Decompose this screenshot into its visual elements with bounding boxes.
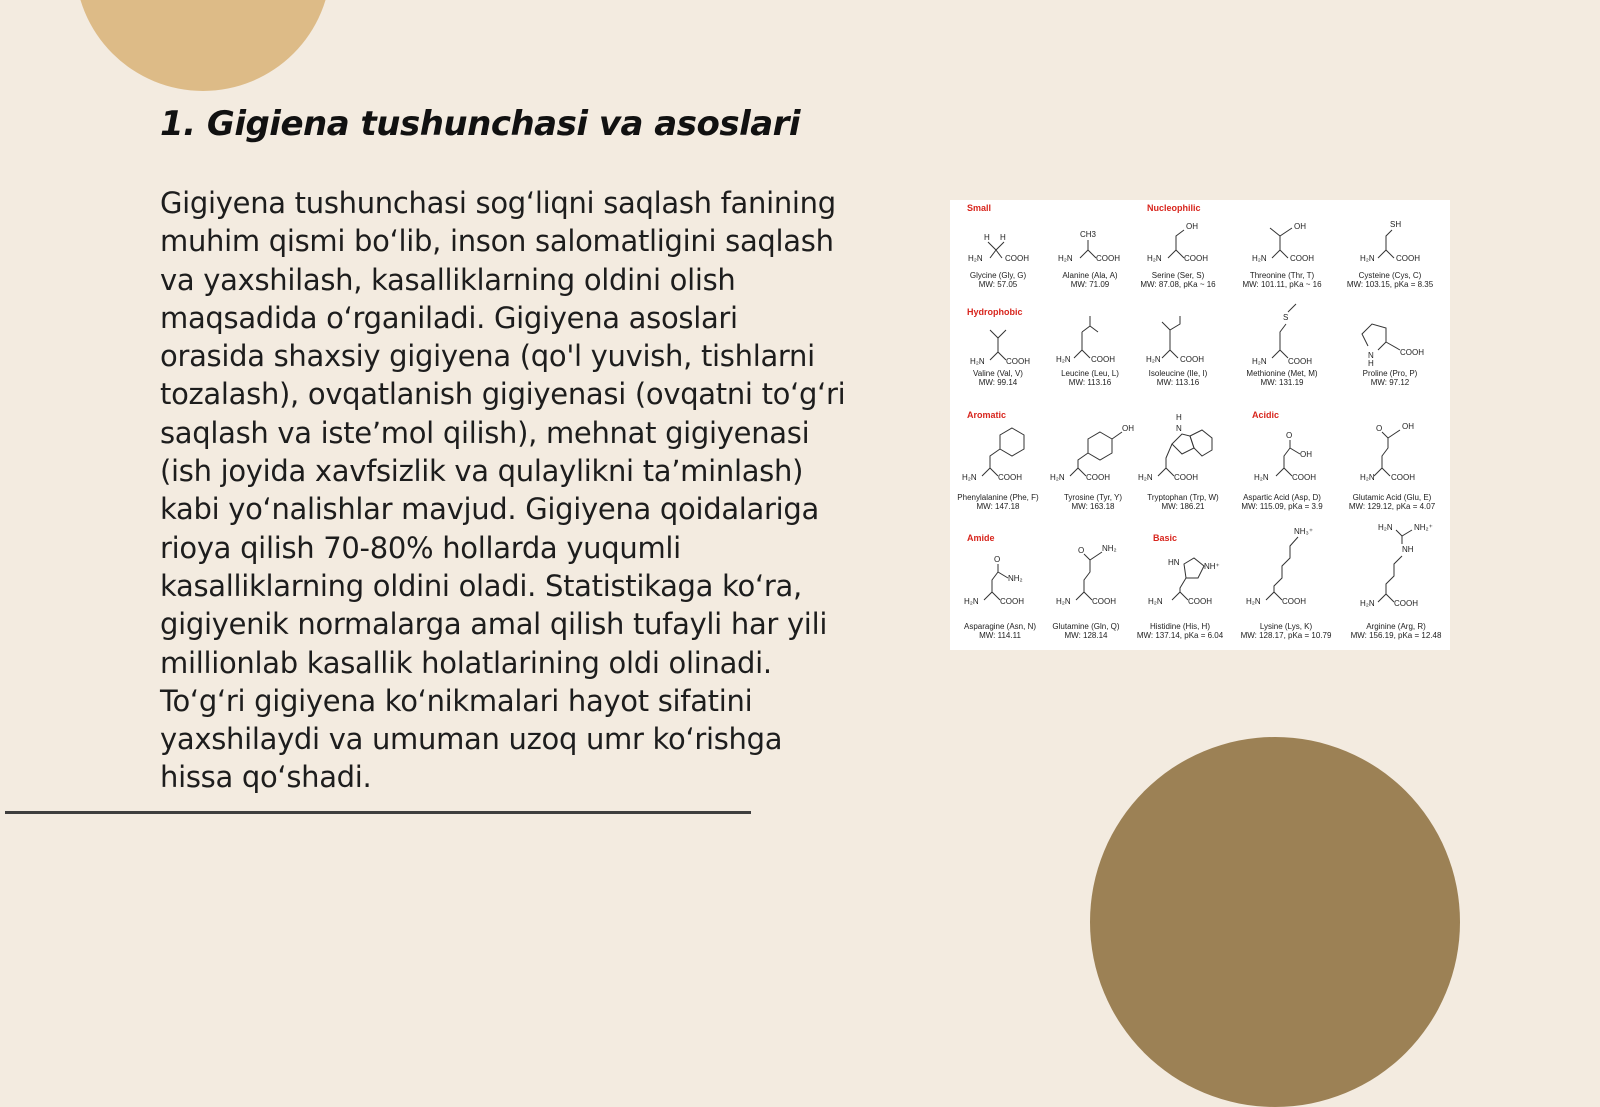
svg-text:H₂N: H₂N [964, 597, 979, 606]
valine-structure [970, 330, 1030, 366]
svg-text:H₂N: H₂N [1138, 473, 1153, 482]
cysteine-structure [1360, 220, 1420, 263]
svg-text:COOH: COOH [1394, 599, 1418, 608]
alanine-structure [1058, 230, 1120, 263]
aa-mw-11: MW: 147.18 [976, 502, 1020, 511]
tryptophan-structure [1138, 413, 1212, 482]
aa-name-10: Proline (Pro, P) [1362, 369, 1418, 378]
svg-text:O: O [1286, 431, 1293, 440]
category-aromatic: Aromatic [967, 410, 1007, 420]
slide-title: 1. Gigiena tushunchasi va asoslari [160, 104, 801, 144]
aa-name-9: Methionine (Met, M) [1246, 369, 1318, 378]
svg-text:COOH: COOH [1000, 597, 1024, 606]
svg-text:NH₂: NH₂ [1102, 544, 1117, 553]
category-hydrophobic: Hydrophobic [967, 307, 1023, 317]
svg-text:NH₂⁺: NH₂⁺ [1414, 523, 1433, 532]
svg-text:COOH: COOH [1184, 254, 1208, 263]
svg-text:H₂N: H₂N [1360, 473, 1375, 482]
svg-text:COOH: COOH [1188, 597, 1212, 606]
lysine-structure [1246, 527, 1313, 606]
svg-text:OH: OH [1186, 222, 1198, 231]
threonine-structure [1252, 222, 1314, 263]
aa-name-19: Lysine (Lys, K) [1259, 622, 1313, 631]
aa-name-15: Glutamic Acid (Glu, E) [1352, 493, 1432, 502]
svg-text:H₂N: H₂N [1058, 254, 1073, 263]
aa-mw-10: MW: 97.12 [1370, 378, 1410, 387]
asparagine-structure [964, 555, 1024, 606]
svg-text:OH: OH [1294, 222, 1306, 231]
aa-mw-12: MW: 163.18 [1071, 502, 1115, 511]
aa-mw-1: MW: 57.05 [978, 280, 1018, 289]
svg-text:H₂N: H₂N [970, 357, 985, 366]
slide-body-text: Gigiyena tushunchasi sog‘liqni saqlash fanining muhim qismi bo‘lib, inson salomatligini saqlash va yaxshilash, kasalliklarning oldini olish maqsadida o‘rganiladi. Gigiyena asoslari orasida shaxsiy gigiyena (qo'l yuvish, tishlarni tozalash), ovqatlanish gigiyenasi (ovqatni to‘g‘ri saqlash va iste’mol qilish), mehnat gigiyenasi (ish joyida xavfsizlik va qulaylikni ta’minlash) kabi yo‘nalishlar mavjud. Gigiyena qoidalariga rioya qilish 70-80% hollarda yuqumli kasalliklarning oldini oladi. Statistikaga ko‘ra, gigiyenik normalarga amal qilish tufayli har yili millionlab kasallik holatlarining oldi olinadi. To‘g‘ri gigiyena ko‘nikmalari hayot sifatini yaxshilaydi va umuman uzoq umr ko‘rishga hissa qo‘shadi. [160, 186, 846, 795]
aa-mw-3: MW: 87.08, pKa ~ 16 [1140, 280, 1216, 289]
aa-mw-6: MW: 99.14 [978, 378, 1018, 387]
aa-name-5: Cysteine (Cys, C) [1358, 271, 1422, 280]
aa-mw-19: MW: 128.17, pKa = 10.79 [1240, 631, 1332, 640]
decorative-divider-line [5, 811, 751, 814]
svg-text:H: H [1000, 233, 1006, 242]
aa-name-14: Aspartic Acid (Asp, D) [1243, 493, 1321, 502]
leucine-structure [1056, 316, 1115, 364]
svg-text:COOH: COOH [1180, 355, 1204, 364]
glutamine-structure [1056, 544, 1117, 606]
svg-text:H: H [1368, 359, 1374, 368]
svg-text:NH₂: NH₂ [1008, 574, 1023, 583]
svg-text:H: H [1176, 413, 1182, 422]
svg-text:HN: HN [1168, 558, 1180, 567]
aa-mw-4: MW: 101.11, pKa ~ 16 [1242, 280, 1322, 289]
aa-name-7: Leucine (Leu, L) [1061, 369, 1119, 378]
category-basic: Basic [1153, 533, 1178, 543]
svg-text:NH₃⁺: NH₃⁺ [1294, 527, 1314, 536]
aa-mw-15: MW: 129.12, pKa = 4.07 [1348, 502, 1436, 511]
amino-acid-structures [950, 200, 1450, 650]
svg-text:H₂N: H₂N [968, 254, 983, 263]
svg-text:COOH: COOH [1096, 254, 1120, 263]
aa-name-17: Glutamine (Gln, Q) [1052, 622, 1120, 631]
svg-text:H₂N: H₂N [1378, 523, 1393, 532]
svg-text:H₂N: H₂N [1146, 355, 1161, 364]
svg-text:OH: OH [1402, 422, 1414, 431]
aa-name-4: Threonine (Thr, T) [1249, 271, 1315, 280]
svg-text:O: O [1078, 546, 1085, 555]
aa-mw-5: MW: 103.15, pKa = 8.35 [1346, 280, 1434, 289]
svg-text:H₂N: H₂N [1148, 597, 1163, 606]
svg-text:COOH: COOH [1400, 348, 1424, 357]
glutamic-acid-structure [1360, 422, 1415, 482]
svg-text:H₂N: H₂N [1056, 355, 1071, 364]
aa-name-18: Histidine (His, H) [1149, 622, 1211, 631]
svg-text:O: O [1376, 424, 1383, 433]
aspartic-acid-structure [1254, 431, 1316, 482]
svg-text:COOH: COOH [1091, 355, 1115, 364]
svg-text:COOH: COOH [1086, 473, 1110, 482]
aa-name-1: Glycine (Gly, G) [969, 271, 1027, 280]
decorative-circle-bottom [1090, 737, 1460, 1107]
svg-text:H₂N: H₂N [1252, 357, 1267, 366]
decorative-circle-top [75, 0, 331, 91]
svg-text:H₂N: H₂N [1056, 597, 1071, 606]
glycine-structure [968, 233, 1029, 263]
svg-text:OH: OH [1122, 424, 1134, 433]
svg-text:H₂N: H₂N [1050, 473, 1065, 482]
svg-text:COOH: COOH [1288, 357, 1312, 366]
svg-text:H: H [984, 233, 990, 242]
svg-text:N: N [1176, 424, 1182, 433]
svg-text:H₂N: H₂N [1360, 599, 1375, 608]
aa-name-11: Phenylalanine (Phe, F) [957, 493, 1039, 502]
svg-text:H₂N: H₂N [1254, 473, 1269, 482]
aa-name-6: Valine (Val, V) [973, 369, 1023, 378]
phenylalanine-structure [962, 428, 1024, 482]
svg-text:COOH: COOH [1391, 473, 1415, 482]
aa-mw-18: MW: 137.14, pKa = 6.04 [1136, 631, 1224, 640]
svg-text:OH: OH [1300, 450, 1312, 459]
aa-mw-13: MW: 186.21 [1161, 502, 1205, 511]
svg-text:NH⁺: NH⁺ [1204, 562, 1220, 571]
tyrosine-structure [1050, 424, 1134, 482]
svg-text:COOH: COOH [1292, 473, 1316, 482]
svg-text:NH: NH [1402, 545, 1414, 554]
svg-text:H₂N: H₂N [1147, 254, 1162, 263]
serine-structure [1147, 222, 1208, 263]
svg-text:CH3: CH3 [1080, 230, 1097, 239]
svg-text:N: N [1368, 351, 1374, 360]
amino-acid-chart-image [950, 200, 1450, 650]
svg-text:COOH: COOH [1092, 597, 1116, 606]
aa-mw-8: MW: 113.16 [1156, 378, 1200, 387]
aa-mw-20: MW: 156.19, pKa = 12.48 [1350, 631, 1442, 640]
aa-name-3: Serine (Ser, S) [1151, 271, 1205, 280]
aa-name-20: Arginine (Arg, R) [1366, 622, 1426, 631]
svg-text:COOH: COOH [1290, 254, 1314, 263]
svg-text:H₂N: H₂N [1246, 597, 1261, 606]
svg-text:H₂N: H₂N [1360, 254, 1375, 263]
aa-mw-7: MW: 113.16 [1068, 378, 1112, 387]
aa-name-2: Alanine (Ala, A) [1062, 271, 1118, 280]
svg-text:COOH: COOH [1282, 597, 1306, 606]
aa-mw-17: MW: 128.14 [1064, 631, 1108, 640]
aa-mw-9: MW: 131.19 [1260, 378, 1304, 387]
svg-text:COOH: COOH [998, 473, 1022, 482]
svg-text:COOH: COOH [1396, 254, 1420, 263]
svg-text:H₂N: H₂N [1252, 254, 1267, 263]
aa-name-8: Isoleucine (Ile, I) [1148, 369, 1208, 378]
aa-mw-2: MW: 71.09 [1070, 280, 1110, 289]
aa-name-12: Tyrosine (Tyr, Y) [1063, 493, 1123, 502]
arginine-structure [1360, 523, 1433, 608]
svg-text:S: S [1283, 313, 1289, 322]
aa-mw-16: MW: 114.11 [979, 631, 1021, 640]
aa-name-13: Tryptophan (Trp, W) [1147, 493, 1219, 502]
svg-text:COOH: COOH [1005, 254, 1029, 263]
isoleucine-structure [1146, 316, 1204, 364]
svg-text:COOH: COOH [1006, 357, 1030, 366]
category-amide: Amide [967, 533, 995, 543]
category-acidic: Acidic [1252, 410, 1280, 420]
svg-text:SH: SH [1390, 220, 1402, 229]
svg-text:COOH: COOH [1174, 473, 1198, 482]
svg-text:O: O [994, 555, 1001, 564]
aa-mw-14: MW: 115.09, pKa = 3.9 [1241, 502, 1323, 511]
category-small: Small [967, 203, 992, 213]
category-nucleophilic: Nucleophilic [1147, 203, 1201, 213]
methionine-structure [1252, 304, 1312, 366]
svg-text:H₂N: H₂N [962, 473, 977, 482]
proline-structure [1362, 324, 1424, 368]
aa-name-16: Asparagine (Asn, N) [963, 622, 1037, 631]
histidine-structure [1148, 558, 1220, 606]
